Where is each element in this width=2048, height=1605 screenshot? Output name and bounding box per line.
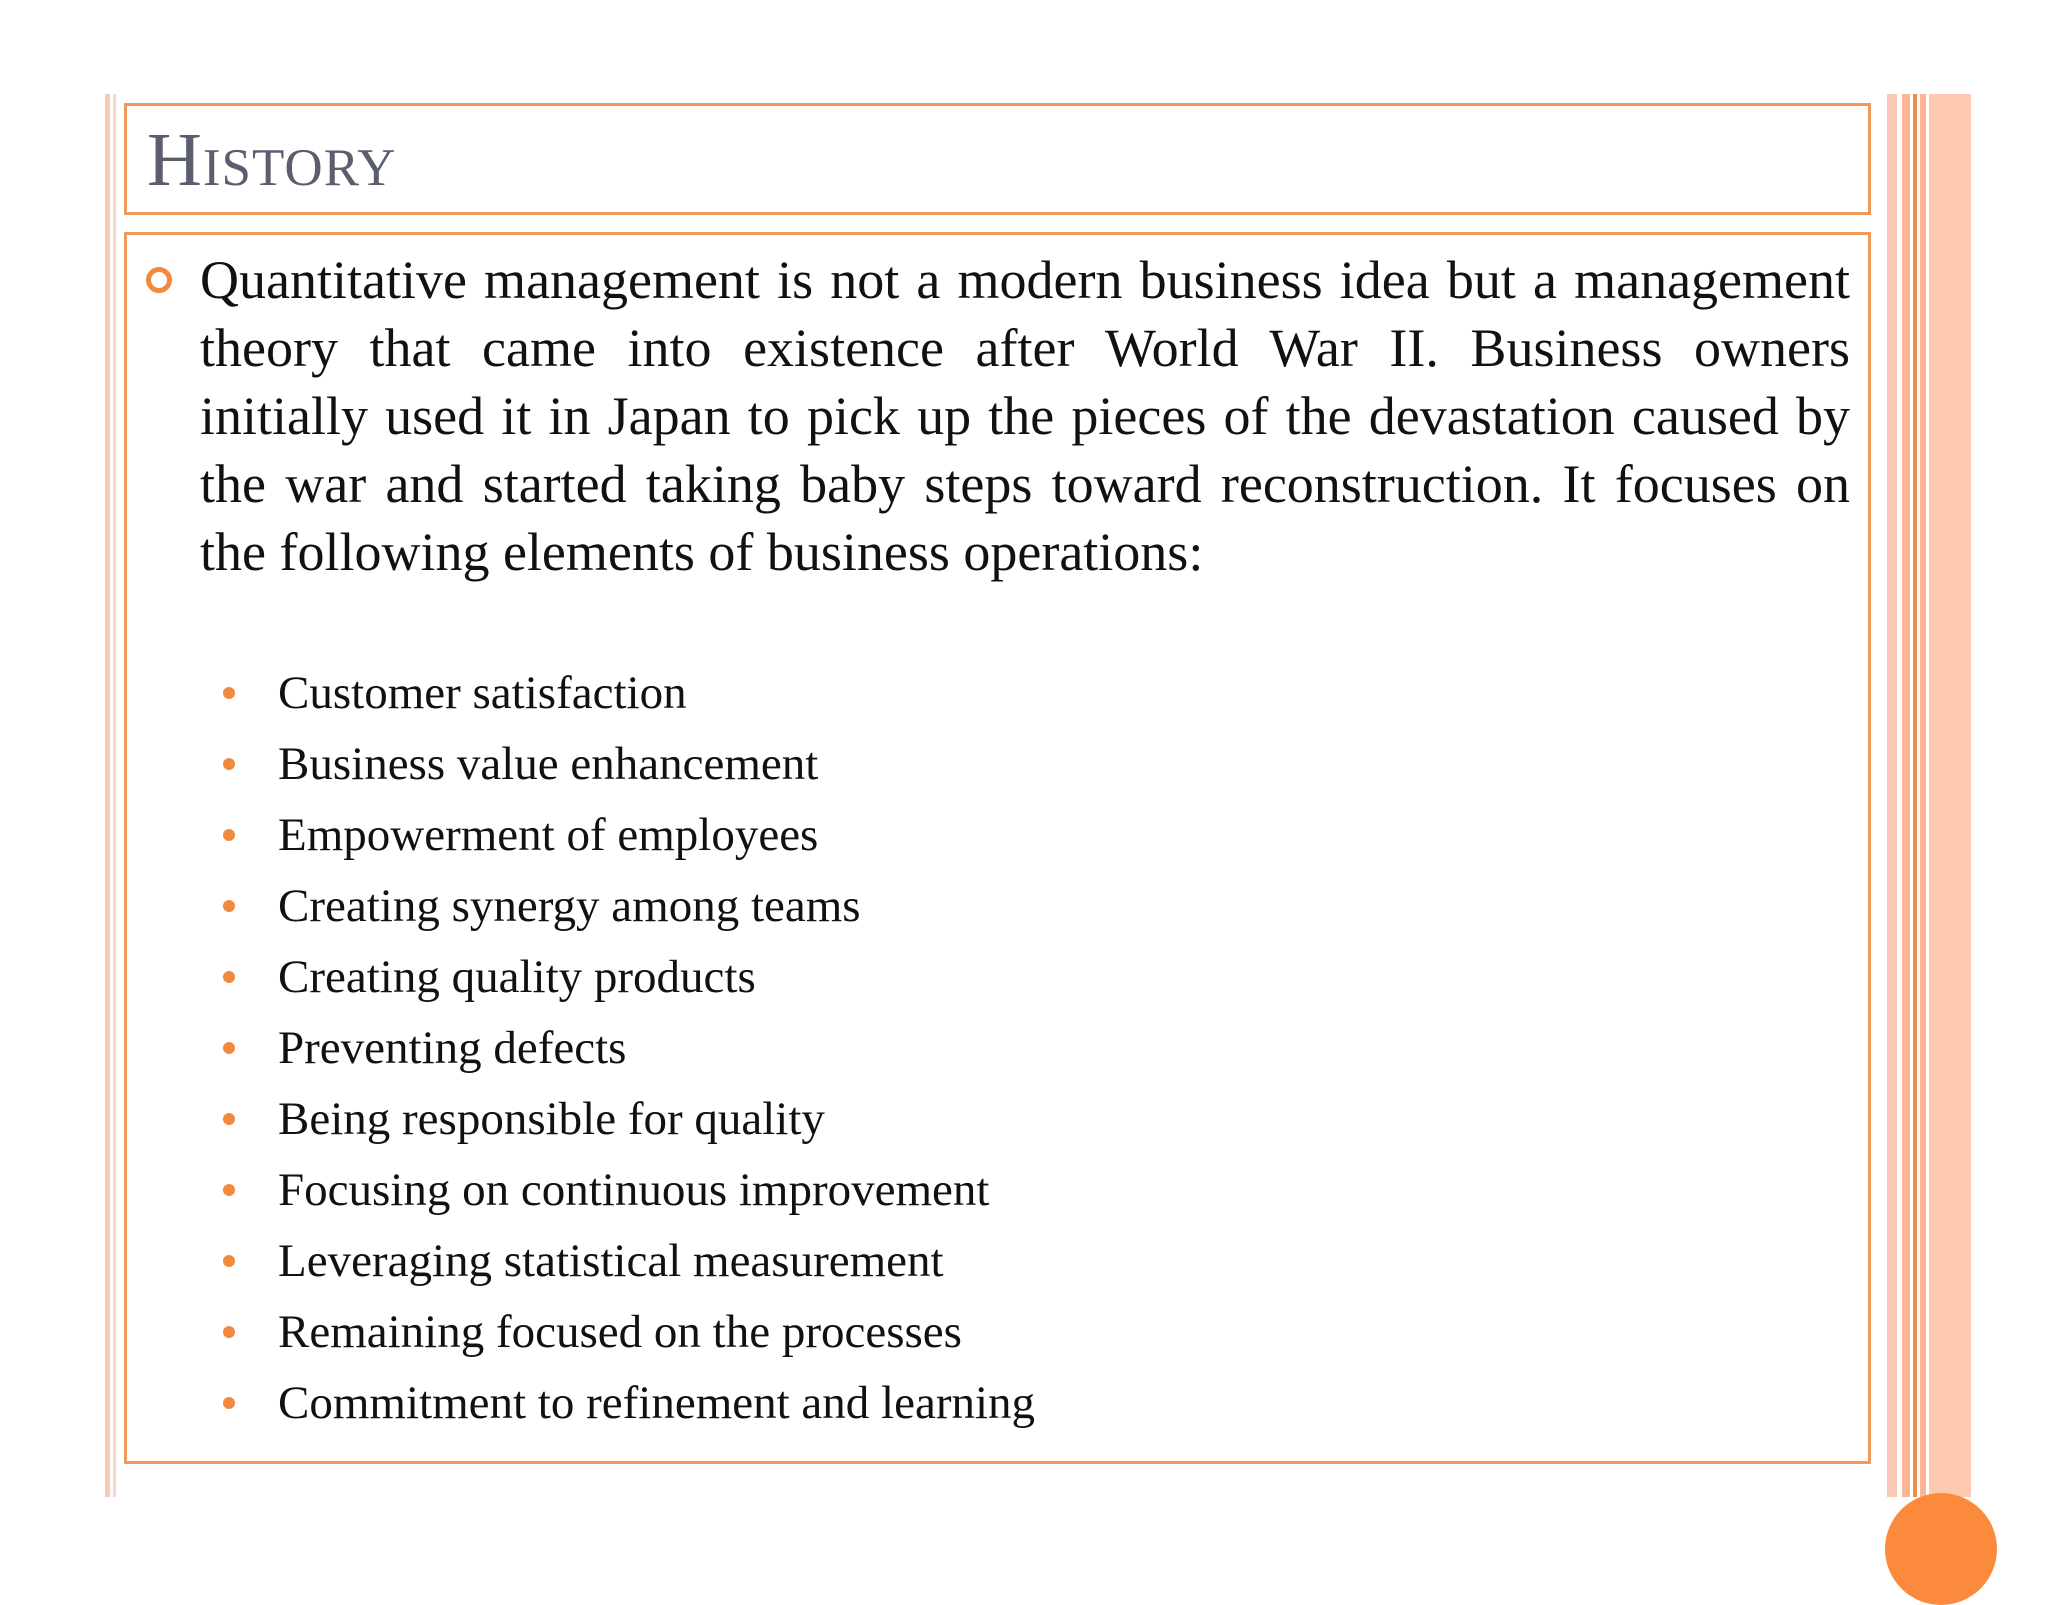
right-decor-stripe [1920, 94, 1926, 1497]
slide-title: History [147, 118, 397, 202]
dot-bullet-icon [223, 1397, 235, 1409]
list-item-label: Focusing on continuous improvement [278, 1164, 990, 1216]
right-decor-stripe [1929, 94, 1971, 1497]
list-item-label: Commitment to refinement and learning [278, 1377, 1036, 1429]
dot-bullet-icon [223, 1042, 235, 1054]
intro-paragraph: Quantitative management is not a modern business idea but a management theory that came into existence after World War II. Business owners initially used it in Japan to pick up the pieces of the devastation caused by the war and started taking baby steps toward reconstruction. It focuses on the following elements of business operations: [200, 250, 1850, 582]
list-item-label: Business value enhancement [278, 738, 819, 790]
list-item-label: Creating quality products [278, 951, 756, 1003]
dot-bullet-icon [223, 758, 235, 770]
decorative-circle-icon [1885, 1493, 1997, 1605]
dot-bullet-icon [223, 1184, 235, 1196]
dot-bullet-icon [223, 900, 235, 912]
dot-bullet-icon [223, 1326, 235, 1338]
left-decor-stripe [105, 94, 110, 1497]
right-decor-stripe [1913, 94, 1917, 1497]
list-item-label: Customer satisfaction [278, 667, 687, 719]
dot-bullet-icon [223, 1113, 235, 1125]
list-item-label: Empowerment of employees [278, 809, 819, 861]
dot-bullet-icon [223, 971, 235, 983]
dot-bullet-icon [223, 1255, 235, 1267]
right-decor-stripe [1887, 94, 1897, 1497]
content-box [124, 232, 1871, 1464]
list-item-label: Creating synergy among teams [278, 880, 861, 932]
left-decor-stripe [113, 94, 116, 1497]
dot-bullet-icon [223, 687, 235, 699]
list-item-label: Remaining focused on the processes [278, 1306, 962, 1358]
right-decor-stripe [1902, 94, 1910, 1497]
list-item-label: Being responsible for quality [278, 1093, 825, 1145]
dot-bullet-icon [223, 829, 235, 841]
ring-bullet-icon [146, 267, 172, 293]
list-item-label: Preventing defects [278, 1022, 627, 1074]
list-item-label: Leveraging statistical measurement [278, 1235, 944, 1287]
title-box [124, 103, 1871, 215]
